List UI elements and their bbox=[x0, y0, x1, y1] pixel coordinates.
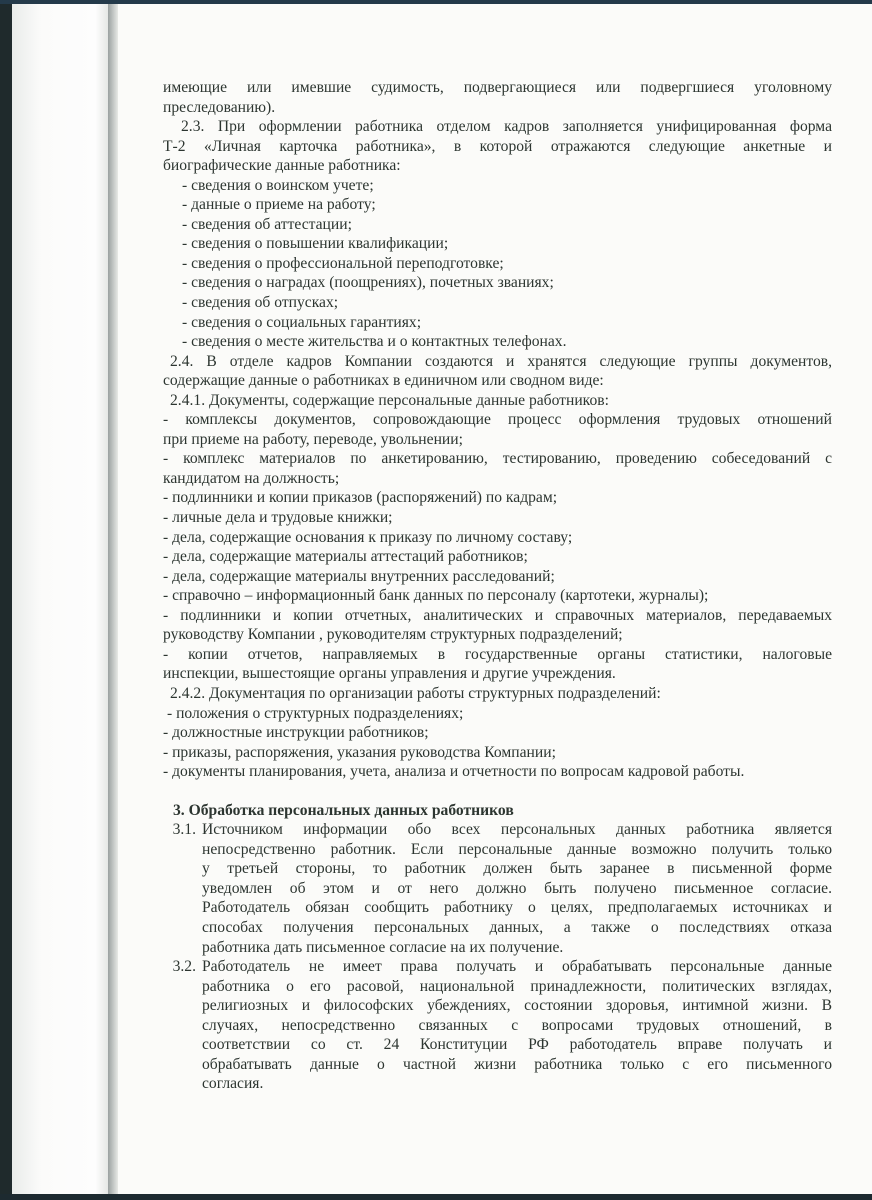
clause-line: согласия. bbox=[202, 1075, 264, 1093]
list-item: - сведения о социальных гарантиях; bbox=[182, 313, 422, 331]
clause-line: религиозных и философских убеждениях, состоянии здоровья, интимной жизни. В bbox=[202, 997, 832, 1015]
clause-line: непосредственно работник. Если персональные данные возможно получить только bbox=[202, 840, 832, 858]
list-item-continuation: инспекции, вышестоящие органы управления и другие учреждения. bbox=[163, 665, 616, 683]
page-fold-shadow bbox=[108, 0, 118, 1200]
folded-page-edge bbox=[12, 0, 110, 1200]
list-item: - сведения о профессиональной переподготовке; bbox=[182, 254, 504, 272]
clause-3-2 bbox=[140, 957, 832, 1094]
list-item: - дела, содержащие материалы внутренних расследований; bbox=[163, 567, 555, 585]
paragraph-2-4-line: содержащие данные о работниках в единичном или сводном виде: bbox=[163, 372, 604, 390]
clause-line: способах получения персональных данных, а также о последствиях отказа bbox=[202, 918, 832, 936]
list-item: - подлинники и копии отчетных, аналитических и справочных материалов, передаваемых bbox=[163, 606, 832, 624]
scan-bottom-border bbox=[0, 1194, 872, 1200]
document-body bbox=[163, 78, 832, 1094]
list-item: - справочно – информационный банк данных по персоналу (картотеки, журналы); bbox=[163, 587, 709, 605]
list-item: - сведения о месте жительства и о контактных телефонах. bbox=[182, 333, 567, 351]
clause-line: Работодатель обязан сообщить работнику о целях, предполагаемых источниках и bbox=[202, 899, 832, 917]
paragraph-2-3-line: биографические данные работника: bbox=[163, 157, 401, 175]
paragraph-2-4-line: 2.4. В отделе кадров Компании создаются и хранятся следующие группы документов, bbox=[170, 352, 832, 370]
section-3-items bbox=[140, 820, 832, 1094]
list-item: - сведения об аттестации; bbox=[182, 215, 352, 233]
structural-documents-list bbox=[163, 704, 832, 782]
list-item: - данные о приеме на работу; bbox=[182, 196, 376, 214]
clause-line: Источником информации обо всех персональных данных работника является bbox=[202, 821, 832, 839]
subsection-2-4-2-title: 2.4.2. Документация по организации работы структурных подразделений: bbox=[170, 684, 661, 702]
list-item-continuation: кандидатом на должность; bbox=[163, 469, 340, 487]
clause-line: Работодатель не имеет права получать и обрабатывать персональные данные bbox=[202, 958, 832, 976]
list-item-continuation: руководству Компании , руководителям структурных подразделений; bbox=[163, 626, 623, 644]
scan-dark-edge bbox=[0, 0, 12, 1200]
subsection-2-4-1-title: 2.4.1. Документы, содержащие персональные данные работников: bbox=[170, 391, 609, 409]
list-item: - копии отчетов, направляемых в государственные органы статистики, налоговые bbox=[163, 645, 832, 663]
list-item: - комплекс материалов по анкетированию, тестированию, проведению собеседований с bbox=[163, 450, 832, 468]
list-item-continuation: при приеме на работу, переводе, увольнении; bbox=[163, 430, 463, 448]
clause-line: обрабатывать данные о частной жизни работника только с его письменного bbox=[202, 1055, 832, 1073]
scan-top-border bbox=[0, 0, 872, 4]
list-item: - подлинники и копии приказов (распоряжений) по кадрам; bbox=[163, 489, 558, 507]
list-item: - личные дела и трудовые книжки; bbox=[163, 509, 393, 527]
personal-data-documents-list bbox=[163, 410, 832, 684]
list-item: - дела, содержащие основания к приказу по личному составу; bbox=[163, 528, 573, 546]
clause-line: работника о его расовой, национальной принадлежности, политических взглядах, bbox=[202, 977, 832, 995]
list-item: - сведения о воинском учете; bbox=[182, 176, 374, 194]
clause-line: случаях, непосредственно связанных с вопросами трудовых отношений, в bbox=[202, 1016, 832, 1034]
list-item: - приказы, распоряжения, указания руководства Компании; bbox=[163, 743, 556, 761]
clause-number: 3.2. bbox=[172, 958, 196, 976]
list-item: - документы планирования, учета, анализа и отчетности по вопросам кадровой работы. bbox=[163, 763, 745, 781]
clause-line: уведомлен об этом и от него должно быть получено письменное согласие. bbox=[202, 879, 832, 897]
list-item: - положения о структурных подразделениях; bbox=[167, 704, 464, 722]
list-item: - сведения о повышении квалификации; bbox=[182, 235, 449, 253]
list-item: - дела, содержащие материалы аттестаций работников; bbox=[163, 548, 528, 566]
list-item: - сведения об отпусках; bbox=[182, 294, 339, 312]
clause-line: у третьей стороны, то работник должен быть заранее в письменной форме bbox=[202, 860, 832, 878]
section-3-heading: 3. Обработка персональных данных работников bbox=[173, 801, 514, 819]
personal-card-fields-list bbox=[163, 176, 832, 352]
text-line: имеющие или имевшие судимость, подвергающиеся или подвергшиеся уголовному bbox=[163, 79, 832, 96]
text-line: преследованию). bbox=[163, 98, 276, 116]
list-item: - сведения о наградах (поощрениях), почетных званиях; bbox=[182, 274, 554, 292]
list-item: - комплексы документов, сопровождающие процесс оформления трудовых отношений bbox=[163, 411, 832, 429]
clause-number: 3.1. bbox=[172, 821, 196, 839]
list-item: - должностные инструкции работников; bbox=[163, 724, 429, 742]
clause-3-1 bbox=[140, 820, 832, 957]
clause-line: работника дать письменное согласие на их получение. bbox=[202, 938, 564, 956]
clause-line: соответствии со ст. 24 Конституции РФ работодатель вправе получать и bbox=[202, 1036, 832, 1054]
paragraph-2-3-line: Т-2 «Личная карточка работника», в которой отражаются следующие анкетные и bbox=[163, 137, 832, 155]
paragraph-2-3-line: 2.3. При оформлении работника отделом кадров заполняется унифицированная форма bbox=[181, 118, 832, 136]
